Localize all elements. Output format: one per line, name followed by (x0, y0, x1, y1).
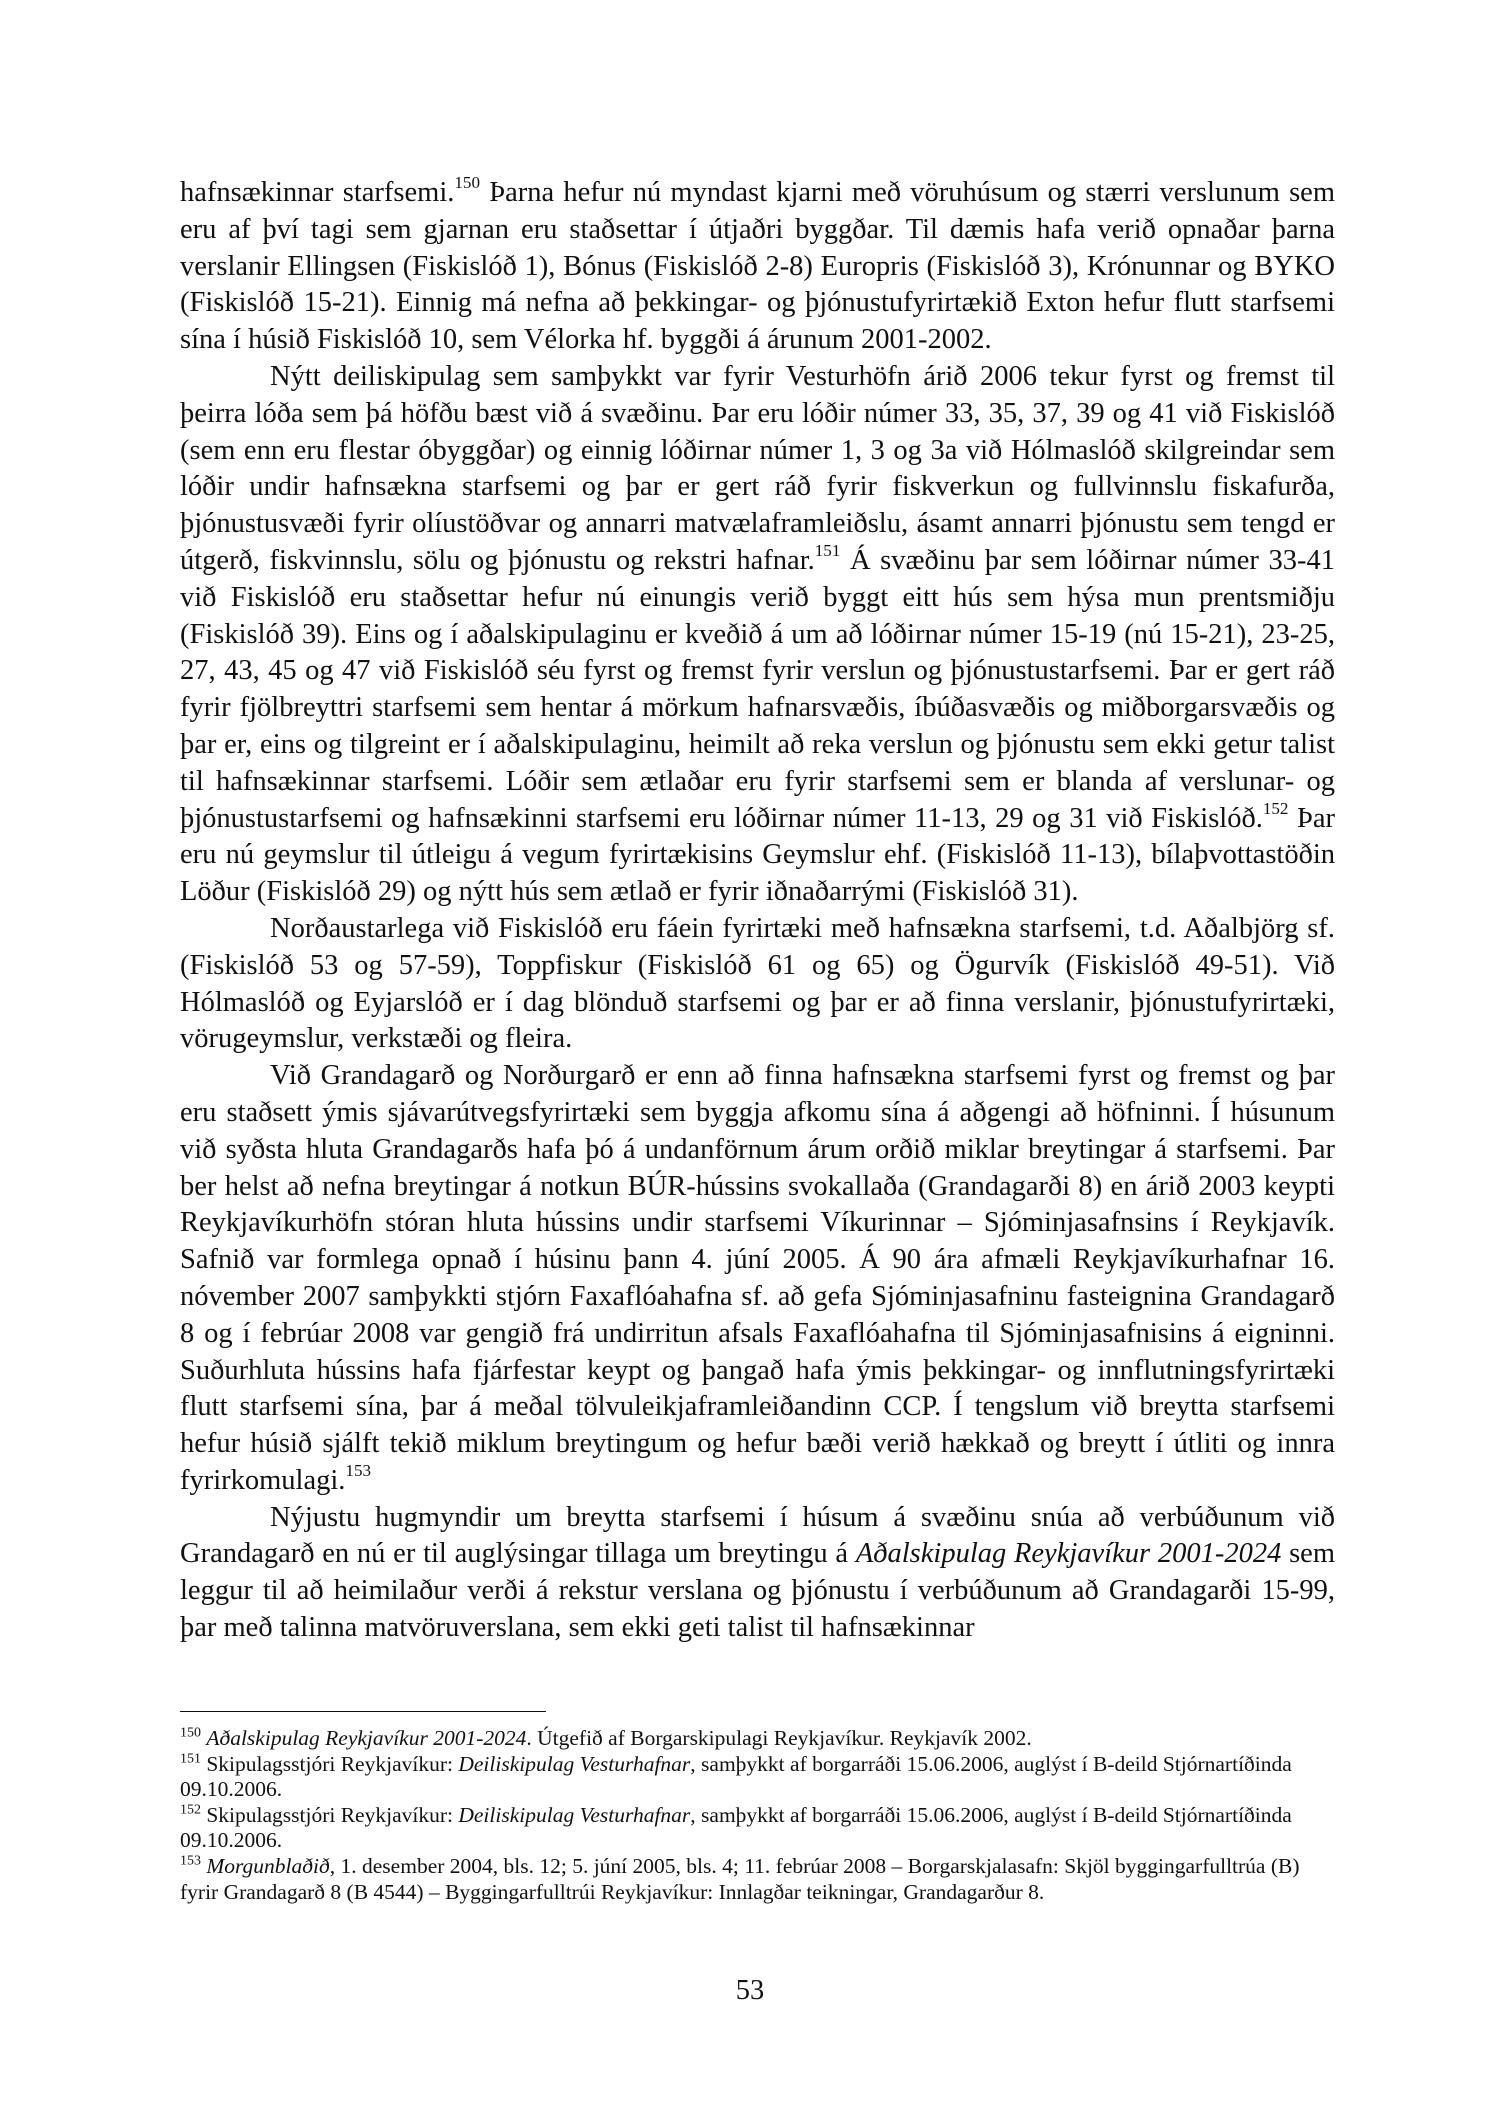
text-run: Á svæðinu þar sem lóðirnar númer 33-41 við Fiskislóð eru staðsettar hefur nú einungis verið byggt eitt hús sem hýsa mun prentsmiðju (Fiskislóð 39). Eins og í aðalskipulaginu er kveðið á um að lóðirnar númer 15-19 (nú 15-21), 23-25, 27, 43, 45 og 47 við Fiskislóð séu fyrst og fremst fyrir verslun og þjónustustarfsemi. Þar er gert ráð fyrir fjölbreyttri starfsemi sem hentar á mörkum hafnarsvæðis, íbúðasvæðis og miðborgarsvæðis og þar er, eins og tilgreint er í aðalskipulaginu, heimilt að reka verslun og þjónustu sem ekki getur talist til hafnsækinnar starfsemi. Lóðir sem ætlaðar eru fyrir starfsemi sem er blanda af verslunar- og þjónustustarfsemi og hafnsækinni starfsemi eru lóðirnar númer 11-13, 29 og 31 við Fiskislóð. (180, 544, 1335, 834)
text-run: Nýtt deiliskipulag sem samþykkt var fyrir Vesturhöfn árið 2006 tekur fyrst og fremst til þeirra lóða sem þá höfðu bæst við á svæðinu. Þar eru lóðir númer 33, 35, 37, 39 og 41 við Fiskislóð (sem enn eru flestar óbyggðar) og einnig lóðirnar númer 1, 3 og 3a við Hólmaslóð skilgreindar sem lóðir undir hafnsækna starfsemi og þar er gert ráð fyrir fiskverkun og fullvinnslu fiskafurða, þjónustusvæði fyrir olíustöðvar og annarri matvælaframleiðslu, ásamt annarri þjónustu sem tengd er útgerð, fiskvinnslu, sölu og þjónustu og rekstri hafnar. (180, 360, 1335, 576)
text-run: Við Grandagarð og Norðurgarð er enn að finna hafnsækna starfsemi fyrst og fremst og þar eru staðsett ýmis sjávarútvegsfyrirtæki sem byggja afkomu sína á aðgengi að höfninni. Í húsunum við syðsta hluta Grandagarðs hafa þó á undanförnum árum orðið miklar breytingar á starfsemi. Þar ber helst að nefna breytingar á notkun BÚR-hússins svokallaða (Grandagarði 8) en árið 2003 keypti Reykjavíkurhöfn stóran hluta hússins undir starfsemi Víkurinnar – Sjóminjasafnsins í Reykjavík. Safnið var formlega opnað í húsinu þann 4. júní 2005. Á 90 ára afmæli Reykjavíkurhafnar 16. nóvember 2007 samþykkti stjórn Faxaflóahafna sf. að gefa Sjóminjasafninu fasteignina Grandagarð 8 og í febrúar 2008 var gengið frá undirritun afsals Faxaflóahafna til Sjóminjasafnisins á eigninni. Suðurhluta hússins hafa fjárfestar keypt og þangað hafa ýmis þekkingar- og innflutningsfyrirtæki flutt starfsemi sína, þar á meðal tölvuleikjaframleiðandinn CCP. Í tengslum við breytta starfsemi hefur húsið sjálft tekið miklum breytingum og hefur bæði verið hækkað og breytt í útliti og innra fyrirkomulagi. (180, 1060, 1335, 1496)
text-run: Skipulagsstjóri Reykjavíkur: (200, 1802, 459, 1827)
footnote (180, 1854, 1335, 1905)
text-run: Þar eru nú geymslur til útleigu á vegum fyrirtækisins Geymslur ehf. (Fiskislóð 11-13), bílaþvottastöðin Löður (Fiskislóð 29) og nýtt hús sem ætlað er fyrir iðnaðarrými (Fiskislóð 31). (180, 802, 1335, 908)
text-run: hafnsækinnar starfsemi. (180, 177, 455, 208)
footnote-marker: 152 (1262, 798, 1289, 818)
footnote (180, 1803, 1335, 1854)
footnote-marker: 153 (180, 1853, 201, 1869)
footnote (180, 1726, 1335, 1752)
text-run: Norðaustarlega við Fiskislóð eru fáein fyrirtæki með hafnsækna starfsemi, t.d. Aðalbjörg sf. (Fiskislóð 53 og 57-59), Toppfiskur (Fiskislóð 61 og 65) og Ögurvík (Fiskislóð 49-51). Við Hólmaslóð og Eyjarslóð er í dag blönduð starfsemi og þar er að finna verslanir, þjónustufyrirtæki, vörugeymslur, verkstæði og fleira. (180, 912, 1335, 1055)
footnote-marker: 152 (180, 1802, 201, 1818)
footnote-marker: 151 (814, 541, 841, 561)
text-run: Skipulagsstjóri Reykjavíkur: (200, 1751, 459, 1776)
text-run: Þarna hefur nú myndast kjarni með vöruhúsum og stærri verslunum sem eru af því tagi sem gjarnan eru staðsettar í útjaðri byggðar. Til dæmis hafa verið opnaðar þarna verslanir Ellingsen (Fiskislóð 1), Bónus (Fiskislóð 2-8) Europris (Fiskislóð 3), Krónunnar og BYKO (Fiskislóð 15-21). Einnig má nefna að þekkingar- og þjónustufyrirtækið Exton hefur flutt starfsemi sína í húsið Fiskislóð 10, sem Vélorka hf. byggði á árunum 2001-2002. (180, 177, 1335, 356)
text-run: , 1. desember 2004, bls. 12; 5. júní 2005, bls. 4; 11. febrúar 2008 – Borgarskjalasafn: Skjöl byggingarfulltrúa (B) fyrir Grandagarð 8 (B 4544) – Byggingarfulltrúi Reykjavíkur: Innlagðar teikningar, Grandagarður 8. (180, 1853, 1300, 1904)
footnotes (180, 1726, 1335, 1905)
footnote-separator (180, 1711, 546, 1712)
text-run: , samþykkt af borgarráði 15.06.2006, auglýst í B-deild Stjórnartíðinda 09.10.2006. (180, 1751, 1292, 1802)
paragraph (180, 359, 1335, 911)
text-run: , samþykkt af borgarráði 15.06.2006, auglýst í B-deild Stjórnartíðinda 09.10.2006. (180, 1802, 1292, 1853)
paragraph (180, 1058, 1335, 1500)
paragraph (180, 911, 1335, 1058)
footnote-marker: 150 (180, 1725, 201, 1741)
paragraph (180, 1500, 1335, 1647)
text-run: Nýjustu hugmyndir um breytta starfsemi í húsum á svæðinu snúa að verbúðunum við Grandagarð en nú er til auglýsingar tillaga um breytingu á (180, 1501, 1335, 1570)
text-run: sem leggur til að heimilaður verði á rekstur verslana og þjónustu í verbúðunum að Grandagarði 15-99, þar með talinna matvöruverslana, sem ekki geti talist til hafnsækinnar (180, 1538, 1335, 1644)
footnote (180, 1752, 1335, 1803)
italic-title: Deiliskipulag Vesturhafnar (458, 1751, 691, 1776)
paragraph (180, 175, 1335, 359)
footnote-marker: 153 (345, 1461, 372, 1481)
page-number: 53 (735, 1975, 765, 2006)
text-run: . Útgefið af Borgarskipulagi Reykjavíkur. Reykjavík 2002. (526, 1726, 1032, 1750)
footnote-marker: 151 (180, 1751, 201, 1767)
italic-title: Aðalskipulag Reykjavíkur 2001-2024 (855, 1538, 1282, 1570)
body-text (180, 175, 1335, 1647)
italic-title: Deiliskipulag Vesturhafnar (458, 1802, 691, 1827)
footnote-marker: 150 (454, 173, 481, 193)
italic-title: Morgunblaðið (206, 1853, 330, 1878)
italic-title: Aðalskipulag Reykjavíkur 2001-2024 (206, 1726, 527, 1750)
